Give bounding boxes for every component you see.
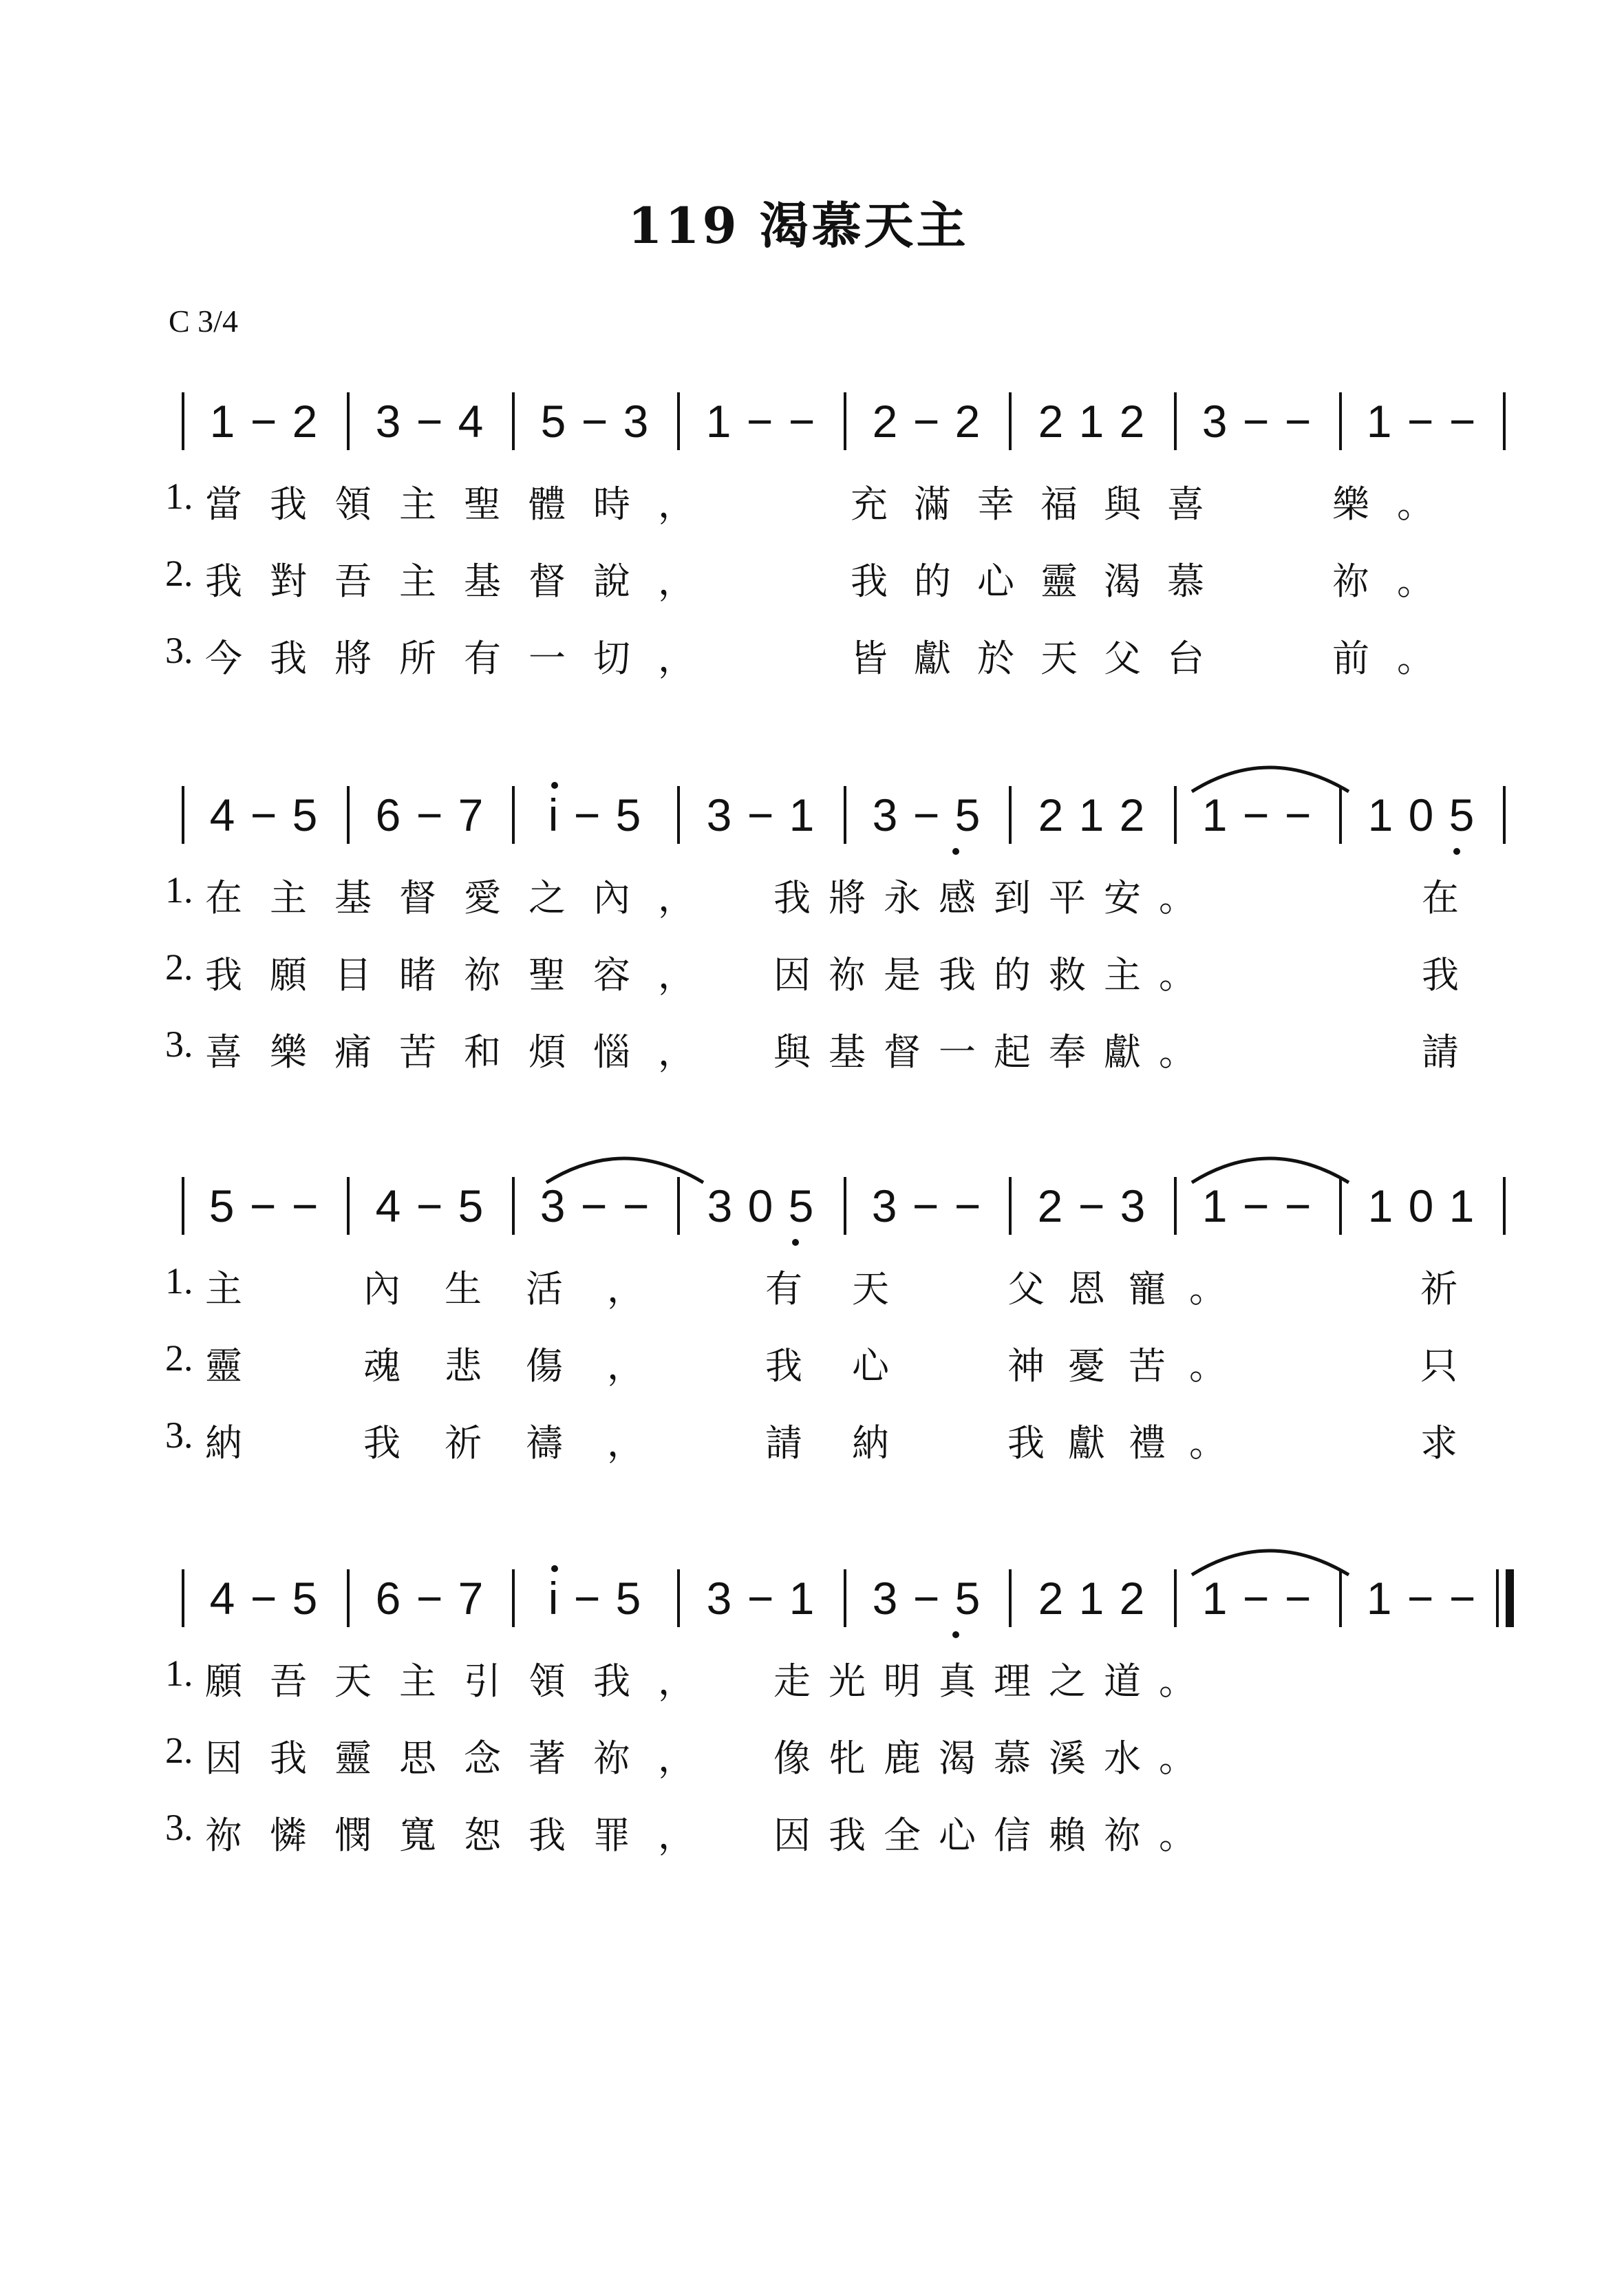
verse-number: 2. — [165, 1730, 193, 1771]
lyric-verse-2 — [0, 1337, 1624, 1392]
barline — [1503, 1177, 1506, 1235]
measure: 1 0 1 — [1367, 1180, 1476, 1231]
final-double-barline — [1506, 1569, 1514, 1627]
lyric-segment: 因我靈思念著祢， — [205, 1737, 723, 1780]
measure: 3 − − — [871, 1180, 983, 1231]
lyric-segment: 靈 — [205, 1344, 270, 1388]
lyric-segment: 我的心靈渴慕 — [851, 560, 1230, 603]
lyric-verse-1 — [0, 869, 1624, 924]
lyric-segment: 祈 — [1420, 1267, 1485, 1311]
verse-number: 2. — [165, 553, 193, 594]
verse-number: 3. — [165, 630, 193, 671]
lyric-segment: 走光明真理之道。 — [773, 1659, 1214, 1703]
low-octave-dot — [1453, 848, 1460, 855]
lyric-segment: 我祈禱， — [363, 1421, 688, 1465]
barline — [677, 786, 680, 844]
barline — [512, 786, 515, 844]
lyric-verse-1 — [0, 475, 1624, 530]
lyric-segment: 父恩寵。 — [1007, 1267, 1250, 1311]
lyric-segment: 我心 — [765, 1344, 939, 1388]
barline — [1339, 392, 1342, 450]
lyric-segment: 我對吾主基督說， — [205, 560, 723, 603]
lyric-segment: 魂悲傷， — [363, 1344, 688, 1388]
barline — [512, 392, 515, 450]
lyric-verse-3 — [0, 1023, 1624, 1078]
barline — [347, 1177, 350, 1235]
barline — [347, 786, 350, 844]
measure: 1 − − — [705, 396, 817, 447]
measure: i − 5 — [548, 789, 643, 840]
lyric-segment: 祢。 — [1332, 560, 1462, 603]
lyric-verse-2 — [0, 946, 1624, 1001]
measure: 5 − 3 — [540, 396, 650, 447]
measure: 3 − − — [539, 1180, 651, 1231]
measure: 1 0 5 — [1367, 789, 1476, 840]
lyric-segment: 像牝鹿渴慕溪水。 — [773, 1737, 1214, 1780]
tie-slur — [1189, 754, 1354, 796]
measure: 2 1 2 — [1038, 1573, 1146, 1624]
lyric-segment: 納 — [205, 1421, 270, 1465]
low-octave-dot — [792, 1239, 799, 1246]
notation-line — [172, 385, 1514, 468]
barline — [1174, 786, 1177, 844]
barline — [347, 392, 350, 450]
verse-number: 1. — [165, 476, 193, 517]
measure: 1 − − — [1366, 1573, 1477, 1624]
measure: 2 − 3 — [1037, 1180, 1147, 1231]
measure: 6 − 7 — [375, 789, 485, 840]
barline — [844, 392, 846, 450]
lyric-segment: 皆獻於天父台 — [851, 637, 1230, 680]
lyric-segment: 因祢是我的救主。 — [773, 953, 1214, 997]
lyric-segment: 前。 — [1332, 637, 1462, 680]
lyric-segment: 神憂苦。 — [1007, 1344, 1250, 1388]
notation-line — [172, 779, 1514, 862]
notation-line — [172, 1562, 1514, 1645]
lyric-segment: 請納 — [765, 1421, 939, 1465]
lyric-verse-3 — [0, 629, 1624, 684]
barline — [1174, 1569, 1177, 1627]
lyric-segment: 在 — [1422, 876, 1486, 920]
verse-number: 1. — [165, 1653, 193, 1694]
verse-number: 1. — [165, 1260, 193, 1302]
measure: 2 − 2 — [872, 396, 982, 447]
low-octave-dot — [952, 848, 959, 855]
barline — [677, 1569, 680, 1627]
barline — [182, 1177, 184, 1235]
barline — [844, 786, 846, 844]
lyric-segment: 我獻禮。 — [1007, 1421, 1250, 1465]
lyric-segment: 請 — [1422, 1030, 1486, 1074]
lyric-segment: 我願目睹祢聖容， — [205, 953, 723, 997]
lyric-verse-1 — [0, 1260, 1624, 1315]
lyric-segment: 內生活， — [363, 1267, 688, 1311]
barline — [1503, 392, 1506, 450]
measure: 4 − 5 — [209, 789, 319, 840]
measure: 3 − 1 — [706, 789, 816, 840]
measure: i − 5 — [548, 1573, 643, 1624]
verse-number: 3. — [165, 1023, 193, 1065]
measure: 3 0 5 — [707, 1180, 815, 1231]
hymn-title: 119 渴慕天主 — [628, 196, 969, 255]
low-octave-dot — [952, 1631, 959, 1638]
high-octave-dot — [551, 782, 558, 789]
measure: 3 − 5 — [872, 1573, 982, 1624]
lyric-segment: 充滿幸福與喜 — [851, 482, 1230, 526]
lyric-segment: 今我將所有一切， — [205, 637, 723, 680]
barline — [677, 392, 680, 450]
measure: 1 − − — [1366, 396, 1477, 447]
lyric-verse-2 — [0, 1729, 1624, 1784]
barline — [347, 1569, 350, 1627]
verse-number: 2. — [165, 1337, 193, 1379]
barline — [182, 392, 184, 450]
tie-slur — [544, 1145, 709, 1187]
lyric-segment: 有天 — [765, 1267, 939, 1311]
measure: 3 − 5 — [872, 789, 982, 840]
measure: 1 − − — [1201, 1180, 1313, 1231]
barline — [182, 1569, 184, 1627]
barline — [1009, 392, 1012, 450]
measure: 4 − 5 — [209, 1573, 319, 1624]
measure: 4 − 5 — [375, 1180, 485, 1231]
verse-number: 3. — [165, 1414, 193, 1456]
lyric-segment: 我 — [1422, 953, 1486, 997]
lyric-segment: 只 — [1420, 1344, 1485, 1388]
high-octave-dot — [551, 1565, 558, 1572]
verse-number: 3. — [165, 1807, 193, 1848]
key-signature: C 3/4 — [169, 304, 238, 339]
lyric-verse-1 — [0, 1652, 1624, 1707]
verse-number: 1. — [165, 869, 193, 911]
barline — [1174, 1177, 1177, 1235]
barline — [1503, 786, 1506, 844]
measure: 3 − 1 — [706, 1573, 816, 1624]
barline — [1009, 1569, 1012, 1627]
measure: 2 1 2 — [1038, 396, 1146, 447]
lyric-segment: 當我領主聖體時， — [205, 482, 723, 526]
measure: 6 − 7 — [375, 1573, 485, 1624]
lyric-segment: 求 — [1420, 1421, 1485, 1465]
notation-line — [172, 1170, 1514, 1253]
barline — [1009, 1177, 1012, 1235]
barline — [1174, 392, 1177, 450]
lyric-verse-2 — [0, 552, 1624, 607]
measure: 1 − − — [1201, 789, 1313, 840]
lyric-segment: 主 — [205, 1267, 270, 1311]
measure: 3 − − — [1201, 396, 1313, 447]
measure: 5 − − — [209, 1180, 320, 1231]
lyric-segment: 喜樂痛苦和煩惱， — [205, 1030, 723, 1074]
barline — [512, 1177, 515, 1235]
lyric-segment: 我將永感到平安。 — [773, 876, 1214, 920]
measure: 1 − − — [1201, 1573, 1313, 1624]
barline — [512, 1569, 515, 1627]
lyric-verse-3 — [0, 1806, 1624, 1861]
measure: 2 1 2 — [1038, 789, 1146, 840]
lyric-segment: 因我全心信賴祢。 — [773, 1814, 1214, 1857]
barline — [844, 1177, 846, 1235]
lyric-segment: 祢憐憫寬恕我罪， — [205, 1814, 723, 1857]
lyric-segment: 樂。 — [1332, 482, 1462, 526]
barline — [182, 786, 184, 844]
barline — [844, 1569, 846, 1627]
measure: 3 − 4 — [375, 396, 485, 447]
verse-number: 2. — [165, 946, 193, 988]
lyric-segment: 願吾天主引領我， — [205, 1659, 723, 1703]
barline — [1009, 786, 1012, 844]
measure: 1 − 2 — [209, 396, 319, 447]
tie-slur — [1189, 1538, 1354, 1579]
lyric-segment: 與基督一起奉獻。 — [773, 1030, 1214, 1074]
tie-slur — [1189, 1145, 1354, 1187]
lyric-verse-3 — [0, 1414, 1624, 1469]
lyric-segment: 在主基督愛之內， — [205, 876, 723, 920]
